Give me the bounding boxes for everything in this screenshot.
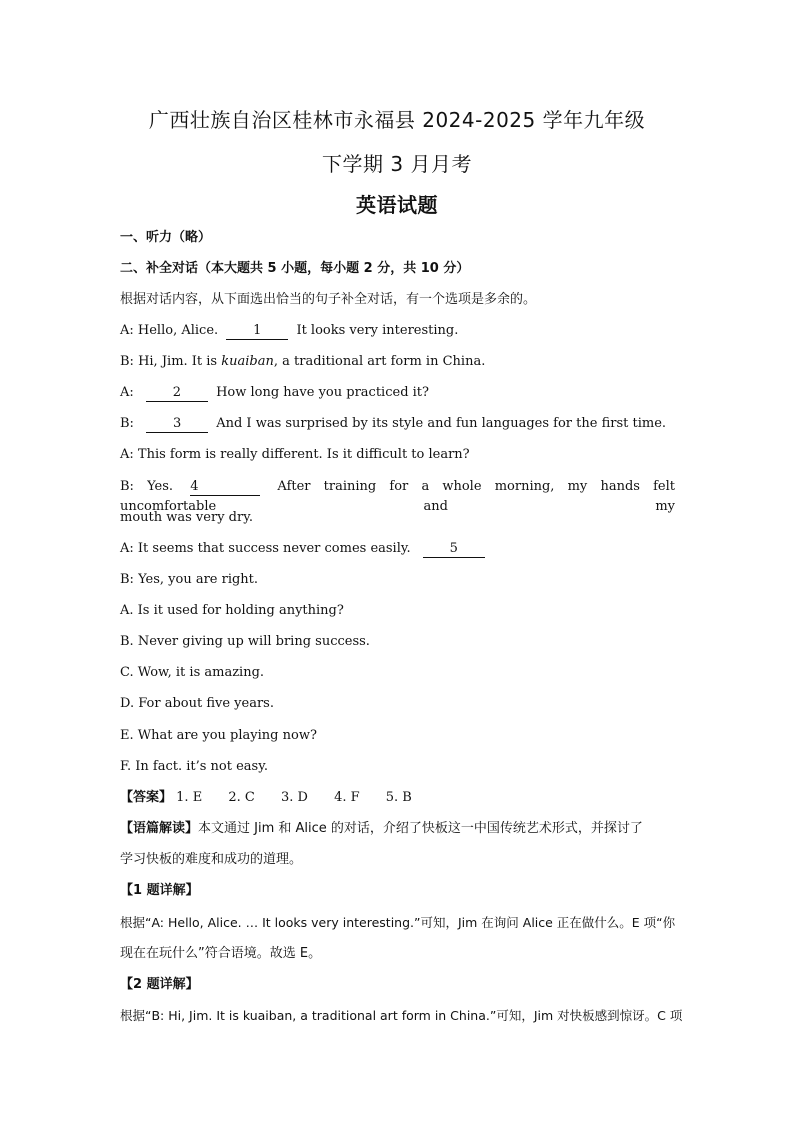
q1-line-1: 根据“A: Hello, Alice. … It looks very interesting.”可知，Jim 在询问 Alice 正在做什么。E 项“你	[120, 915, 676, 930]
blank-1: 1	[226, 323, 288, 340]
reading-line-1	[120, 819, 675, 839]
q1-label: 【1 题详解】	[120, 883, 199, 898]
dialogue-line-2	[120, 352, 675, 372]
blank-5: 5	[423, 541, 485, 558]
blank-2: 2	[146, 385, 208, 402]
dialogue-text: After training for a whole morning, my hands felt uncomfortable and my	[120, 479, 675, 514]
answer-item: 2. C	[228, 790, 255, 805]
dialogue-italic: kuaiban	[221, 354, 274, 369]
q2-line-1: 根据“B: Hi, Jim. It is kuaiban, a traditional art form in China.”可知，Jim 对快板感到惊讶。C 项	[120, 1008, 683, 1023]
reading-line-2: 学习快板的难度和成功的道理。	[120, 852, 303, 867]
reading-label: 【语篇解读】	[120, 821, 199, 836]
answer-item: 5. B	[385, 790, 412, 805]
q1-line-2: 现在在玩什么”符合语境。故选 E。	[120, 946, 322, 961]
dialogue-line-4	[120, 414, 675, 434]
reading-text: 本文通过 Jim 和 Alice 的对话，介绍了快板这一中国传统艺术形式，并探讨了	[198, 821, 643, 836]
dialogue-line-6-cont: mouth was very dry.	[120, 510, 253, 525]
dialogue-text: A:	[120, 385, 134, 400]
title-line-1: 广西壮族自治区桂林市永福县 2024-2025 学年九年级	[148, 108, 646, 132]
option-e: E. What are you playing now?	[120, 728, 317, 743]
blank-3: 3	[146, 416, 208, 433]
section-1-heading: 一、听力（略）	[120, 230, 212, 245]
answer-item: 1. E	[176, 790, 203, 805]
dialogue-text: B:	[120, 416, 134, 431]
title-line-2: 下学期 3 月月考	[322, 152, 472, 176]
dialogue-text: And I was surprised by its style and fun languages for the first time.	[216, 416, 667, 431]
option-f: F. In fact. it’s not easy.	[120, 759, 268, 774]
option-a: A. Is it used for holding anything?	[120, 603, 344, 618]
option-c: C. Wow, it is amazing.	[120, 665, 265, 680]
answer-item: 4. F	[334, 790, 360, 805]
dialogue-text: It looks very interesting.	[296, 323, 459, 338]
dialogue-text: B: Yes.	[120, 479, 174, 494]
dialogue-line-5: A: This form is really different. Is it difficult to learn?	[120, 447, 470, 462]
answer-line	[120, 788, 675, 808]
answer-label: 【答案】	[120, 790, 173, 805]
section-2-instruction: 根据对话内容，从下面选出恰当的句子补全对话，有一个选项是多余的。	[120, 292, 537, 307]
dialogue-text: A: Hello, Alice.	[120, 323, 219, 338]
title-line-3: 英语试题	[356, 193, 438, 217]
dialogue-text: B: Hi, Jim. It is	[120, 354, 222, 369]
dialogue-line-3	[120, 383, 675, 403]
answer-item: 3. D	[280, 790, 308, 805]
section-2-heading: 二、补全对话（本大题共 5 小题，每小题 2 分，共 10 分）	[120, 261, 470, 276]
option-d: D. For about five years.	[120, 696, 274, 711]
dialogue-line-7	[120, 539, 675, 559]
dialogue-line-8: B: Yes, you are right.	[120, 572, 259, 587]
dialogue-text: A: It seems that success never comes easily.	[120, 541, 411, 556]
dialogue-line-1	[120, 321, 675, 341]
q2-label: 【2 题详解】	[120, 977, 199, 992]
dialogue-text: How long have you practiced it?	[216, 385, 429, 400]
option-b: B. Never giving up will bring success.	[120, 634, 370, 649]
dialogue-text: , a traditional art form in China.	[273, 354, 486, 369]
blank-4: 4	[190, 479, 260, 496]
